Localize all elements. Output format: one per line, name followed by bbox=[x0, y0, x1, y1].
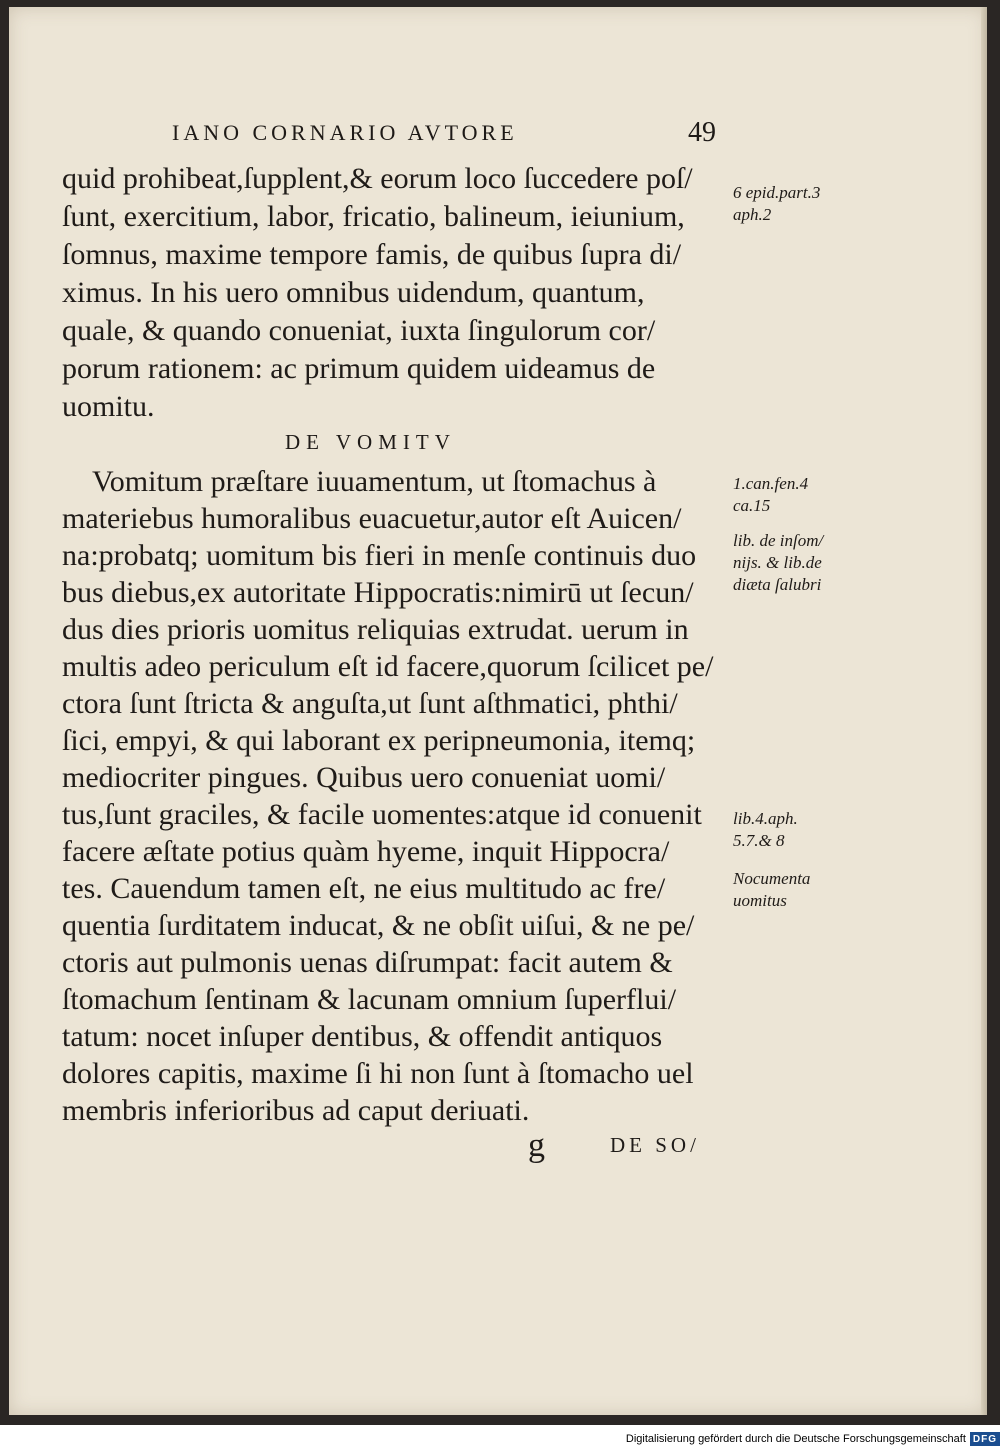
page-number: 49 bbox=[688, 117, 716, 148]
margin-note-line: nijs. & lib.de bbox=[733, 553, 822, 572]
text-line: tes. Cauendum tamen eſt, ne eius multitudo ac fre/ bbox=[62, 872, 666, 905]
text-line: ſomnus, maxime tempore famis, de quibus ſupra di/ bbox=[62, 238, 682, 271]
text-line: multis adeo periculum eſt id facere,quorum ſcilicet pe/ bbox=[62, 650, 714, 683]
margin-note-line: uomitus bbox=[733, 891, 787, 910]
digitization-footer bbox=[625, 1430, 1000, 1448]
margin-note bbox=[733, 182, 820, 226]
text-line: ximus. In his uero omnibus uidendum, quantum, bbox=[62, 276, 645, 309]
section-heading: DE VOMITV bbox=[285, 430, 456, 454]
text-line: na:probatq; uomitum bis fieri in menſe continuis duo bbox=[62, 539, 697, 572]
margin-note-line: diæta ſalubri bbox=[733, 575, 822, 594]
text-line: quentia ſurditatem inducat, & ne obſit uiſui, & ne pe/ bbox=[62, 909, 695, 942]
margin-note-line: 6 epid.part.3 bbox=[733, 183, 821, 202]
text-line: tatum: nocet inſuper dentibus, & offendit antiquos bbox=[62, 1020, 663, 1053]
margin-note bbox=[733, 868, 810, 912]
running-title: IANO CORNARIO AVTORE bbox=[172, 120, 518, 145]
text-line: bus diebus,ex autoritate Hippocratis:nimirū ut ſecun/ bbox=[62, 576, 694, 609]
margin-note-line: lib.4.aph. bbox=[733, 809, 798, 828]
margin-note bbox=[733, 530, 823, 596]
text-line: mediocriter pingues. Quibus uero conueniat uomi/ bbox=[62, 761, 666, 794]
signature-mark: g bbox=[528, 1127, 545, 1164]
text-line: ſici, empyi, & qui laborant ex peripneumonia, itemq; bbox=[62, 724, 696, 757]
margin-note-line: lib. de inſom/ bbox=[733, 531, 824, 550]
margin-note-line: 1.can.fen.4 bbox=[733, 474, 809, 493]
text-line: porum rationem: ac primum quidem uideamus de bbox=[62, 352, 656, 385]
text-line: quid prohibeat,ſupplent,& eorum loco ſuccedere poſ/ bbox=[62, 162, 693, 195]
margin-note-line: aph.2 bbox=[733, 205, 772, 224]
text-line: uomitu. bbox=[62, 390, 155, 423]
text-line: ſunt, exercitium, labor, fricatio, balineum, ieiunium, bbox=[62, 200, 685, 233]
text-line: ctora ſunt ſtricta & anguſta,ut ſunt aſthmatici, phthi/ bbox=[62, 687, 678, 720]
text-line: ctoris aut pulmonis uenas diſrumpat: facit autem & bbox=[62, 946, 673, 979]
dfg-logo: DFG bbox=[970, 1432, 1000, 1446]
margin-note-line: ca.15 bbox=[733, 496, 771, 515]
margin-note-line: Nocumenta bbox=[733, 869, 811, 888]
text-line: ſtomachum ſentinam & lacunam omnium ſuperflui/ bbox=[62, 983, 677, 1016]
text-line: dus dies prioris uomitus reliquias extrudat. uerum in bbox=[62, 613, 689, 646]
text-line: materiebus humoralibus euacuetur,autor eſt Auicen/ bbox=[62, 502, 682, 535]
margin-note bbox=[733, 473, 808, 517]
text-line: Vomitum præſtare iuuamentum, ut ſtomachus à bbox=[92, 465, 657, 498]
text-line: facere æſtate potius quàm hyeme, inquit Hippocra/ bbox=[62, 835, 670, 868]
margin-note-line: 5.7.& 8 bbox=[733, 831, 785, 850]
text-line: tus,ſunt graciles, & facile uomentes:atque id conuenit bbox=[62, 798, 702, 831]
page-edge bbox=[981, 7, 987, 1415]
text-line: membris inferioribus ad caput deriuati. bbox=[62, 1094, 530, 1127]
text-line: dolores capitis, maxime ſi hi non ſunt à ſtomacho uel bbox=[62, 1057, 694, 1090]
text-line: quale, & quando conueniat, iuxta ſingulorum cor/ bbox=[62, 314, 656, 347]
catchword: DE SO/ bbox=[610, 1133, 700, 1157]
footer-credit: Digitalisierung gefördert durch die Deutsche Forschungsgemeinschaft bbox=[625, 1433, 966, 1445]
margin-note bbox=[733, 808, 798, 852]
